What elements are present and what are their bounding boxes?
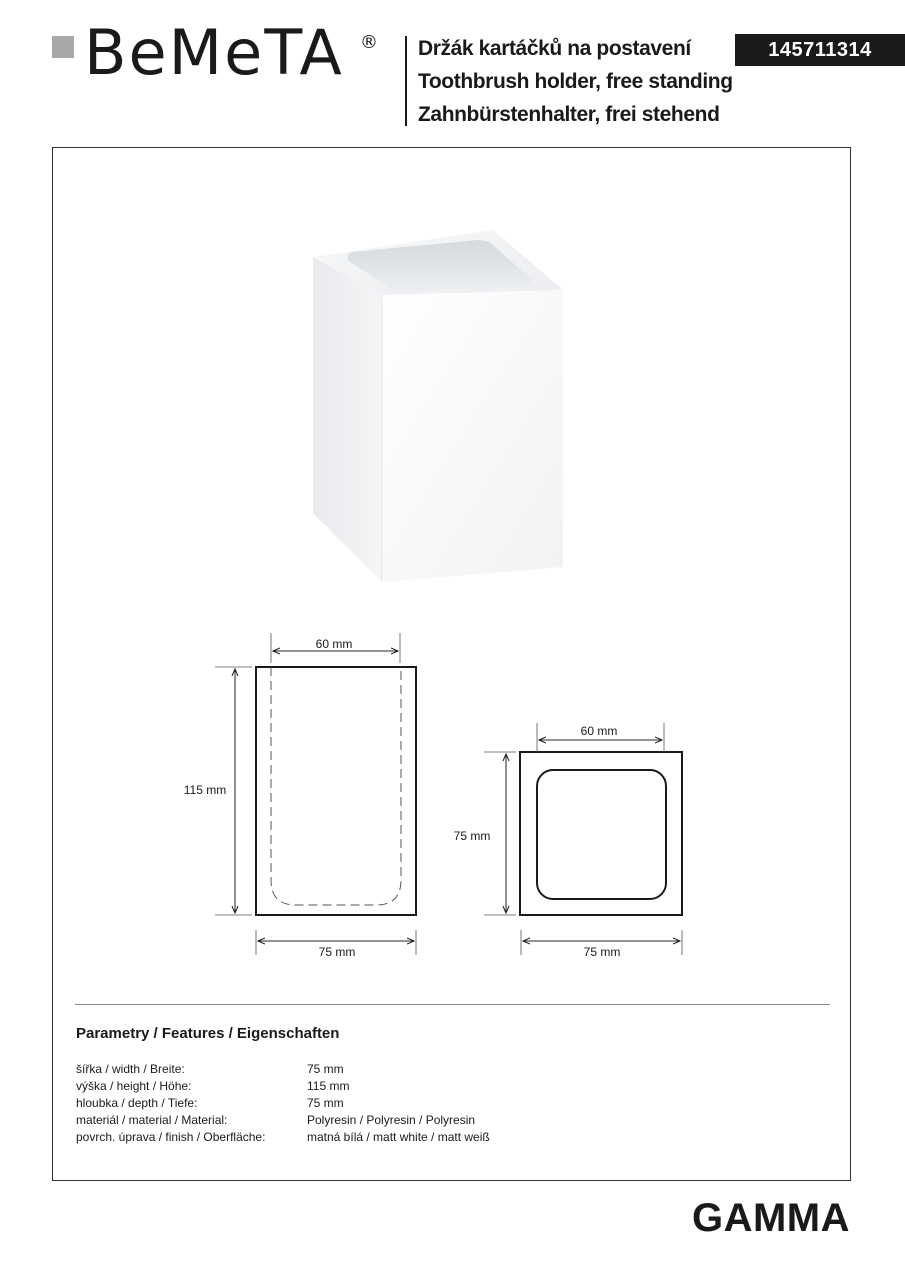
top-body — [520, 752, 682, 915]
spec-key: hloubka / depth / Tiefe: — [76, 1096, 198, 1110]
brand-logo: BeMeTA — [84, 16, 344, 89]
top-depth-label: 75 mm — [453, 829, 491, 843]
spec-value: matná bílá / matt white / matt weiß — [307, 1130, 490, 1144]
top-view-drawing — [454, 723, 682, 959]
render-front-face — [382, 290, 563, 582]
product-code-badge: 145711314 — [735, 34, 905, 66]
spec-value: Polyresin / Polyresin / Polyresin — [307, 1113, 476, 1127]
features-separator — [75, 1004, 830, 1005]
spec-value: 75 mm — [307, 1096, 344, 1110]
title-cz: Držák kartáčků na postavení — [418, 37, 691, 60]
top-width-bottom-label: 75 mm — [583, 945, 621, 959]
features-title: Parametry / Features / Eigenschaften — [76, 1025, 340, 1042]
front-body — [256, 667, 416, 915]
front-width-top-label: 60 mm — [315, 637, 353, 651]
front-width-bottom-label: 75 mm — [318, 945, 356, 959]
render-left-face — [313, 257, 382, 582]
front-cavity-hidden — [271, 667, 401, 905]
spec-value: 75 mm — [307, 1062, 344, 1076]
spec-key: materiál / material / Material: — [76, 1113, 228, 1127]
front-height-label: 115 mm — [183, 783, 227, 797]
front-view-drawing — [184, 633, 416, 959]
registered-mark: ® — [360, 32, 378, 53]
spec-key: povrch. úprava / finish / Oberfläche: — [76, 1130, 266, 1144]
top-cavity-outline — [537, 770, 666, 899]
spec-key: výška / height / Höhe: — [76, 1079, 192, 1093]
product-render — [313, 230, 563, 582]
spec-value: 115 mm — [307, 1079, 350, 1093]
title-de: Zahnbürstenhalter, frei stehend — [418, 103, 720, 126]
spec-key: šířka / width / Breite: — [76, 1062, 185, 1076]
title-en: Toothbrush holder, free standing — [418, 70, 733, 93]
top-width-top-label: 60 mm — [580, 724, 618, 738]
series-name: GAMMA — [691, 1196, 850, 1240]
